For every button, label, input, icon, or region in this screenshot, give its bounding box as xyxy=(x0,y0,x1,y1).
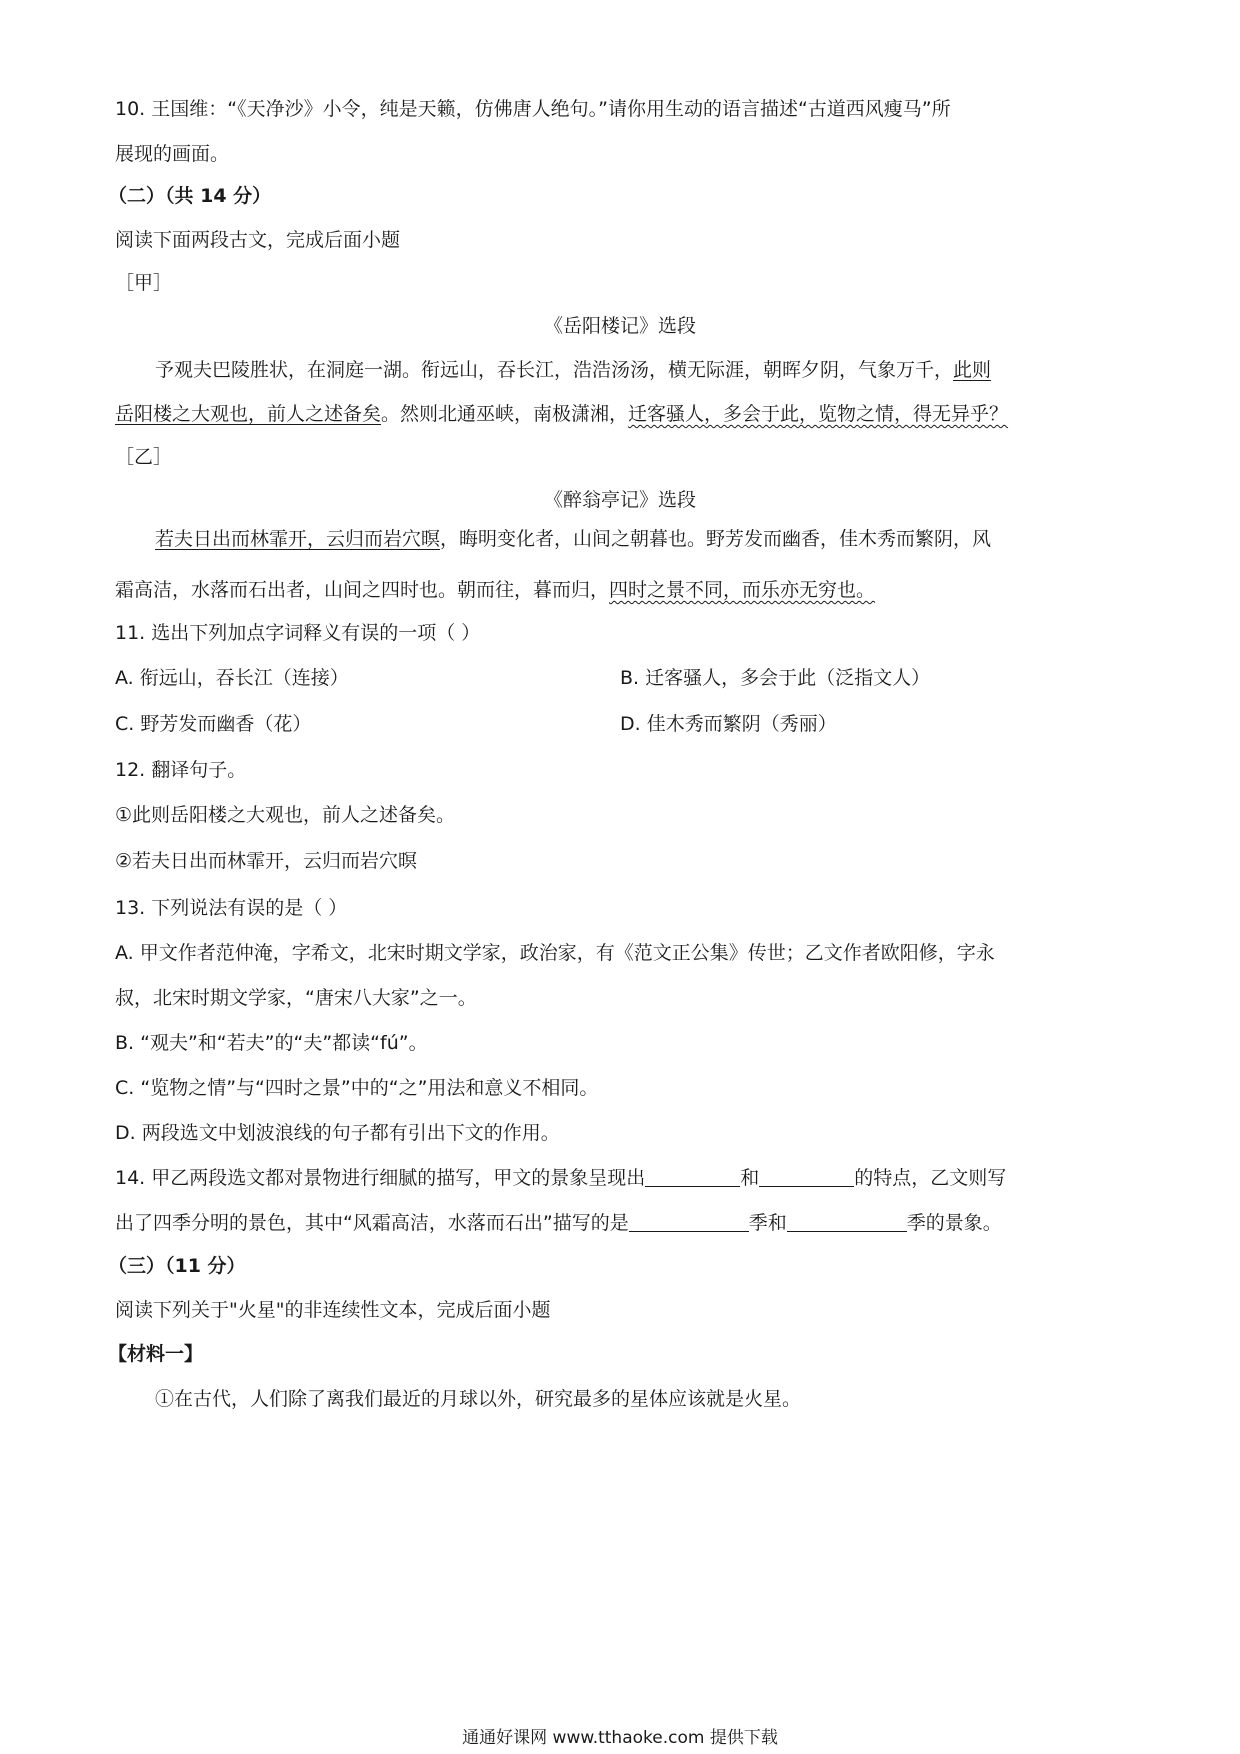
q14-l2-text-a: 出了四季分明的景色，其中“风霜高洁，水落而石出”描写的是 xyxy=(115,1212,629,1234)
q14-l1-text-b: 和 xyxy=(740,1167,760,1189)
q14-l1-text-a: 14. 甲乙两段选文都对景物进行细腻的描写，甲文的景象呈现出 xyxy=(115,1167,646,1189)
material-paragraph1: ①在古代，人们除了离我们最近的月球以外，研究最多的星体应该就是火星。 xyxy=(155,1388,802,1410)
q11-option-d: D. 佳木秀而繁阴（秀丽） xyxy=(620,713,837,735)
q14-l2-text-c: 季的景象。 xyxy=(906,1212,1002,1234)
q13-option-c: C. “览物之情”与“四时之景”中的“之”用法和意义不相同。 xyxy=(115,1077,599,1099)
jia-p1-underlined: 此则 xyxy=(953,359,992,381)
q13-option-d: D. 两段选文中划波浪线的句子都有引出下文的作用。 xyxy=(115,1122,560,1144)
q12-sentence2: ②若夫日出而林霏开，云归而岩穴暝 xyxy=(115,850,418,872)
jia-label: ［甲］ xyxy=(115,272,173,294)
q11-option-c: C. 野芳发而幽香（花） xyxy=(115,713,312,735)
jia-paragraph-line2 xyxy=(115,401,1135,427)
section2-heading: （二）（共 14 分） xyxy=(108,185,272,207)
q10-line1: 10. 王国维：“《天净沙》小令，纯是天籁，仿佛唐人绝句。”请你用生动的语言描述“古道西风瘦马”所 xyxy=(115,98,951,120)
q13-option-a-line1: A. 甲文作者范仲淹，字希文，北宋时期文学家，政治家，有《范文正公集》传世；乙文作者欧阳修，字永 xyxy=(115,942,995,964)
jia-title: 《岳阳楼记》选段 xyxy=(543,315,696,337)
yi-paragraph-line1 xyxy=(155,526,1135,552)
q11-options-row1 xyxy=(115,665,1135,691)
section3-instruction: 阅读下列关于"火星"的非连续性文本，完成后面小题 xyxy=(115,1299,551,1321)
yi-p1-underlined: 若夫日出而林霏开，云归而岩穴暝 xyxy=(155,528,441,550)
jia-p2-wavy: 迁客骚人，多会于此，览物之情，得无异乎？ xyxy=(628,403,1009,425)
yi-title: 《醉翁亭记》选段 xyxy=(543,489,696,511)
q14-line1 xyxy=(115,1165,1135,1191)
q11-stem: 11. 选出下列加点字词释义有误的一项（ ） xyxy=(115,622,481,644)
jia-p2-underlined: 岳阳楼之大观也，前人之述备矣 xyxy=(115,403,382,425)
q12-sentence1: ①此则岳阳楼之大观也，前人之述备矣。 xyxy=(115,804,456,826)
q13-stem: 13. 下列说法有误的是（ ） xyxy=(115,897,348,919)
q12-stem: 12. 翻译句子。 xyxy=(115,759,247,781)
jia-p2-text: 。然则北通巫峡，南极潇湘， xyxy=(381,403,629,425)
q14-line2 xyxy=(115,1210,1135,1236)
page-footer: 通通好课网 www.tthaoke.com 提供下载 xyxy=(462,1728,778,1748)
yi-label: ［乙］ xyxy=(115,446,173,468)
q11-option-b: B. 迁客骚人，多会于此（泛指文人） xyxy=(620,667,931,689)
q14-l1-text-c: 的特点，乙文则写 xyxy=(854,1167,1007,1189)
q11-option-a: A. 衔远山，吞长江（连接） xyxy=(115,667,349,689)
q14-l2-text-b: 季和 xyxy=(748,1212,787,1234)
section3-heading: （三）（11 分） xyxy=(108,1255,246,1277)
yi-p2-text: 霜高洁，水落而石出者，山间之四时也。朝而往，暮而归， xyxy=(115,579,610,601)
q14-blank-3[interactable] xyxy=(629,1211,749,1232)
q14-blank-1[interactable] xyxy=(645,1166,740,1187)
jia-p1-text: 予观夫巴陵胜状，在洞庭一湖。衔远山，吞长江，浩浩汤汤，横无际涯，朝晖夕阴，气象万千， xyxy=(155,359,954,381)
q11-options-row2 xyxy=(115,711,1135,737)
yi-p1-text: ，晦明变化者，山间之朝暮也。野芳发而幽香，佳木秀而繁阴，风 xyxy=(440,528,992,550)
material-label: 【材料一】 xyxy=(108,1343,204,1365)
q10-line2: 展现的画面。 xyxy=(115,143,230,165)
section2-instruction: 阅读下面两段古文，完成后面小题 xyxy=(115,229,401,251)
yi-paragraph-line2 xyxy=(115,577,1135,603)
q14-blank-2[interactable] xyxy=(759,1166,854,1187)
yi-p2-wavy: 四时之景不同，而乐亦无穷也。 xyxy=(609,579,876,601)
q14-blank-4[interactable] xyxy=(787,1211,907,1232)
jia-paragraph-line1 xyxy=(155,357,1135,383)
q13-option-a-line2: 叔，北宋时期文学家，“唐宋八大家”之一。 xyxy=(115,987,477,1009)
q13-option-b: B. “观夫”和“若夫”的“夫”都读“fú”。 xyxy=(115,1032,428,1054)
